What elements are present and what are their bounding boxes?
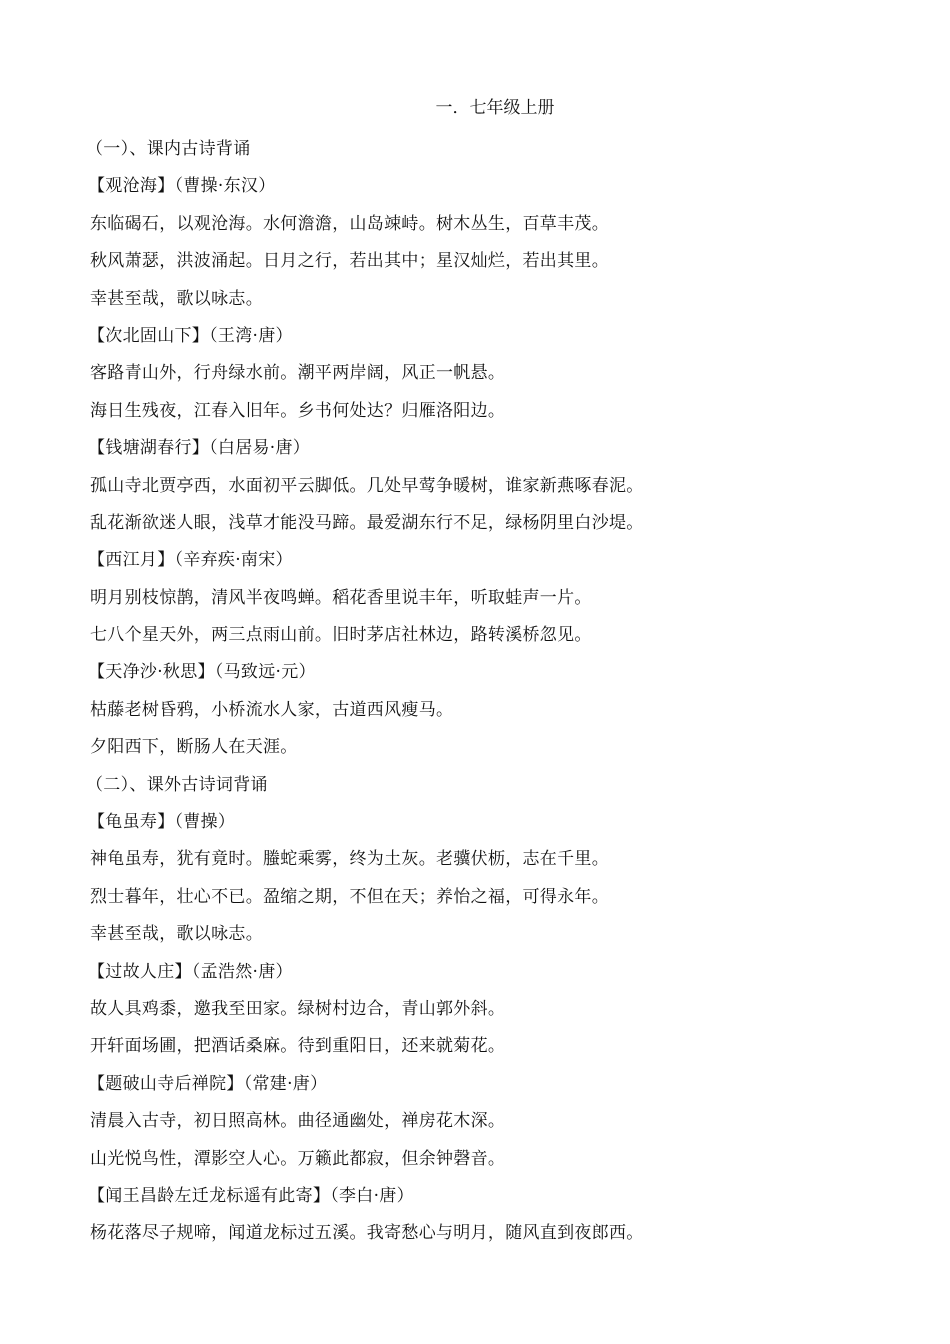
poem-heading: 【观沧海】（曹操·东汉） (88, 176, 276, 197)
poem-line: 烈士暮年，壮心不已。盈缩之期，不但在天；养怡之福，可得永年。 (90, 886, 609, 907)
poem-line: 乱花渐欲迷人眼，浅草才能没马蹄。最爱湖东行不足，绿杨阴里白沙堤。 (90, 512, 644, 533)
document-body (86, 131, 910, 1253)
poem-line: 东临碣石，以观沧海。水何澹澹，山岛竦峙。树木丛生，百草丰茂。 (90, 213, 609, 234)
poem-line: 客路青山外，行舟绿水前。潮平两岸阔，风正一帆悬。 (90, 363, 506, 384)
poem-line: 秋风萧瑟，洪波涌起。日月之行，若出其中；星汉灿烂，若出其里。 (90, 251, 609, 272)
poem-heading: 【龟虽寿】（曹操） (88, 812, 236, 833)
poem-line: 枯藤老树昏鸦，小桥流水人家，古道西风瘦马。 (90, 699, 454, 720)
poem-heading: 【西江月】（辛弃疾·南宋） (88, 550, 293, 571)
poem-line: 幸甚至哉，歌以咏志。 (90, 924, 263, 945)
page-title: 一．七年级上册 (435, 98, 555, 118)
poem-line: 神龟虽寿，犹有竟时。螣蛇乘雾，终为土灰。老骥伏枥，志在千里。 (90, 849, 609, 870)
poem-line: 孤山寺北贾亭西，水面初平云脚低。几处早莺争暖树，谁家新燕啄春泥。 (90, 475, 644, 496)
section-label: （一）、课内古诗背诵 (86, 139, 251, 159)
section-label: （二）、课外古诗词背诵 (86, 774, 268, 795)
poem-line: 明月别枝惊鹊，清风半夜鸣蝉。稻花香里说丰年，听取蛙声一片。 (90, 587, 592, 608)
poem-line: 山光悦鸟性，潭影空人心。万籁此都寂，但余钟磬音。 (90, 1148, 506, 1169)
poem-line: 杨花落尽子规啼，闻道龙标过五溪。我寄愁心与明月，随风直到夜郎西。 (90, 1223, 644, 1244)
poem-line: 开轩面场圃，把酒话桑麻。待到重阳日，还来就菊花。 (90, 1036, 506, 1057)
poem-line: 幸甚至哉，歌以咏志。 (90, 288, 263, 309)
poem-line: 清晨入古寺，初日照高林。曲径通幽处，禅房花木深。 (90, 1111, 506, 1132)
poem-heading: 【钱塘湖春行】（白居易·唐） (88, 438, 311, 459)
poem-heading: 【闻王昌龄左迁龙标遥有此寄】（李白·唐） (88, 1185, 414, 1206)
poem-line: 七八个星天外，两三点雨山前。旧时茅店社林边，路转溪桥忽见。 (90, 625, 592, 646)
poem-line: 故人具鸡黍，邀我至田家。绿树村边合，青山郭外斜。 (90, 998, 506, 1019)
poem-line: 海日生残夜，江春入旧年。乡书何处达？归雁洛阳边。 (90, 400, 506, 421)
poem-heading: 【过故人庄】（孟浩然·唐） (88, 961, 293, 982)
poem-heading: 【天净沙·秋思】（马致远·元） (88, 662, 316, 683)
poem-heading: 【次北固山下】（王湾·唐） (88, 325, 293, 346)
poem-heading: 【题破山寺后禅院】（常建·唐） (88, 1073, 328, 1094)
poem-line: 夕阳西下，断肠人在天涯。 (90, 737, 298, 758)
